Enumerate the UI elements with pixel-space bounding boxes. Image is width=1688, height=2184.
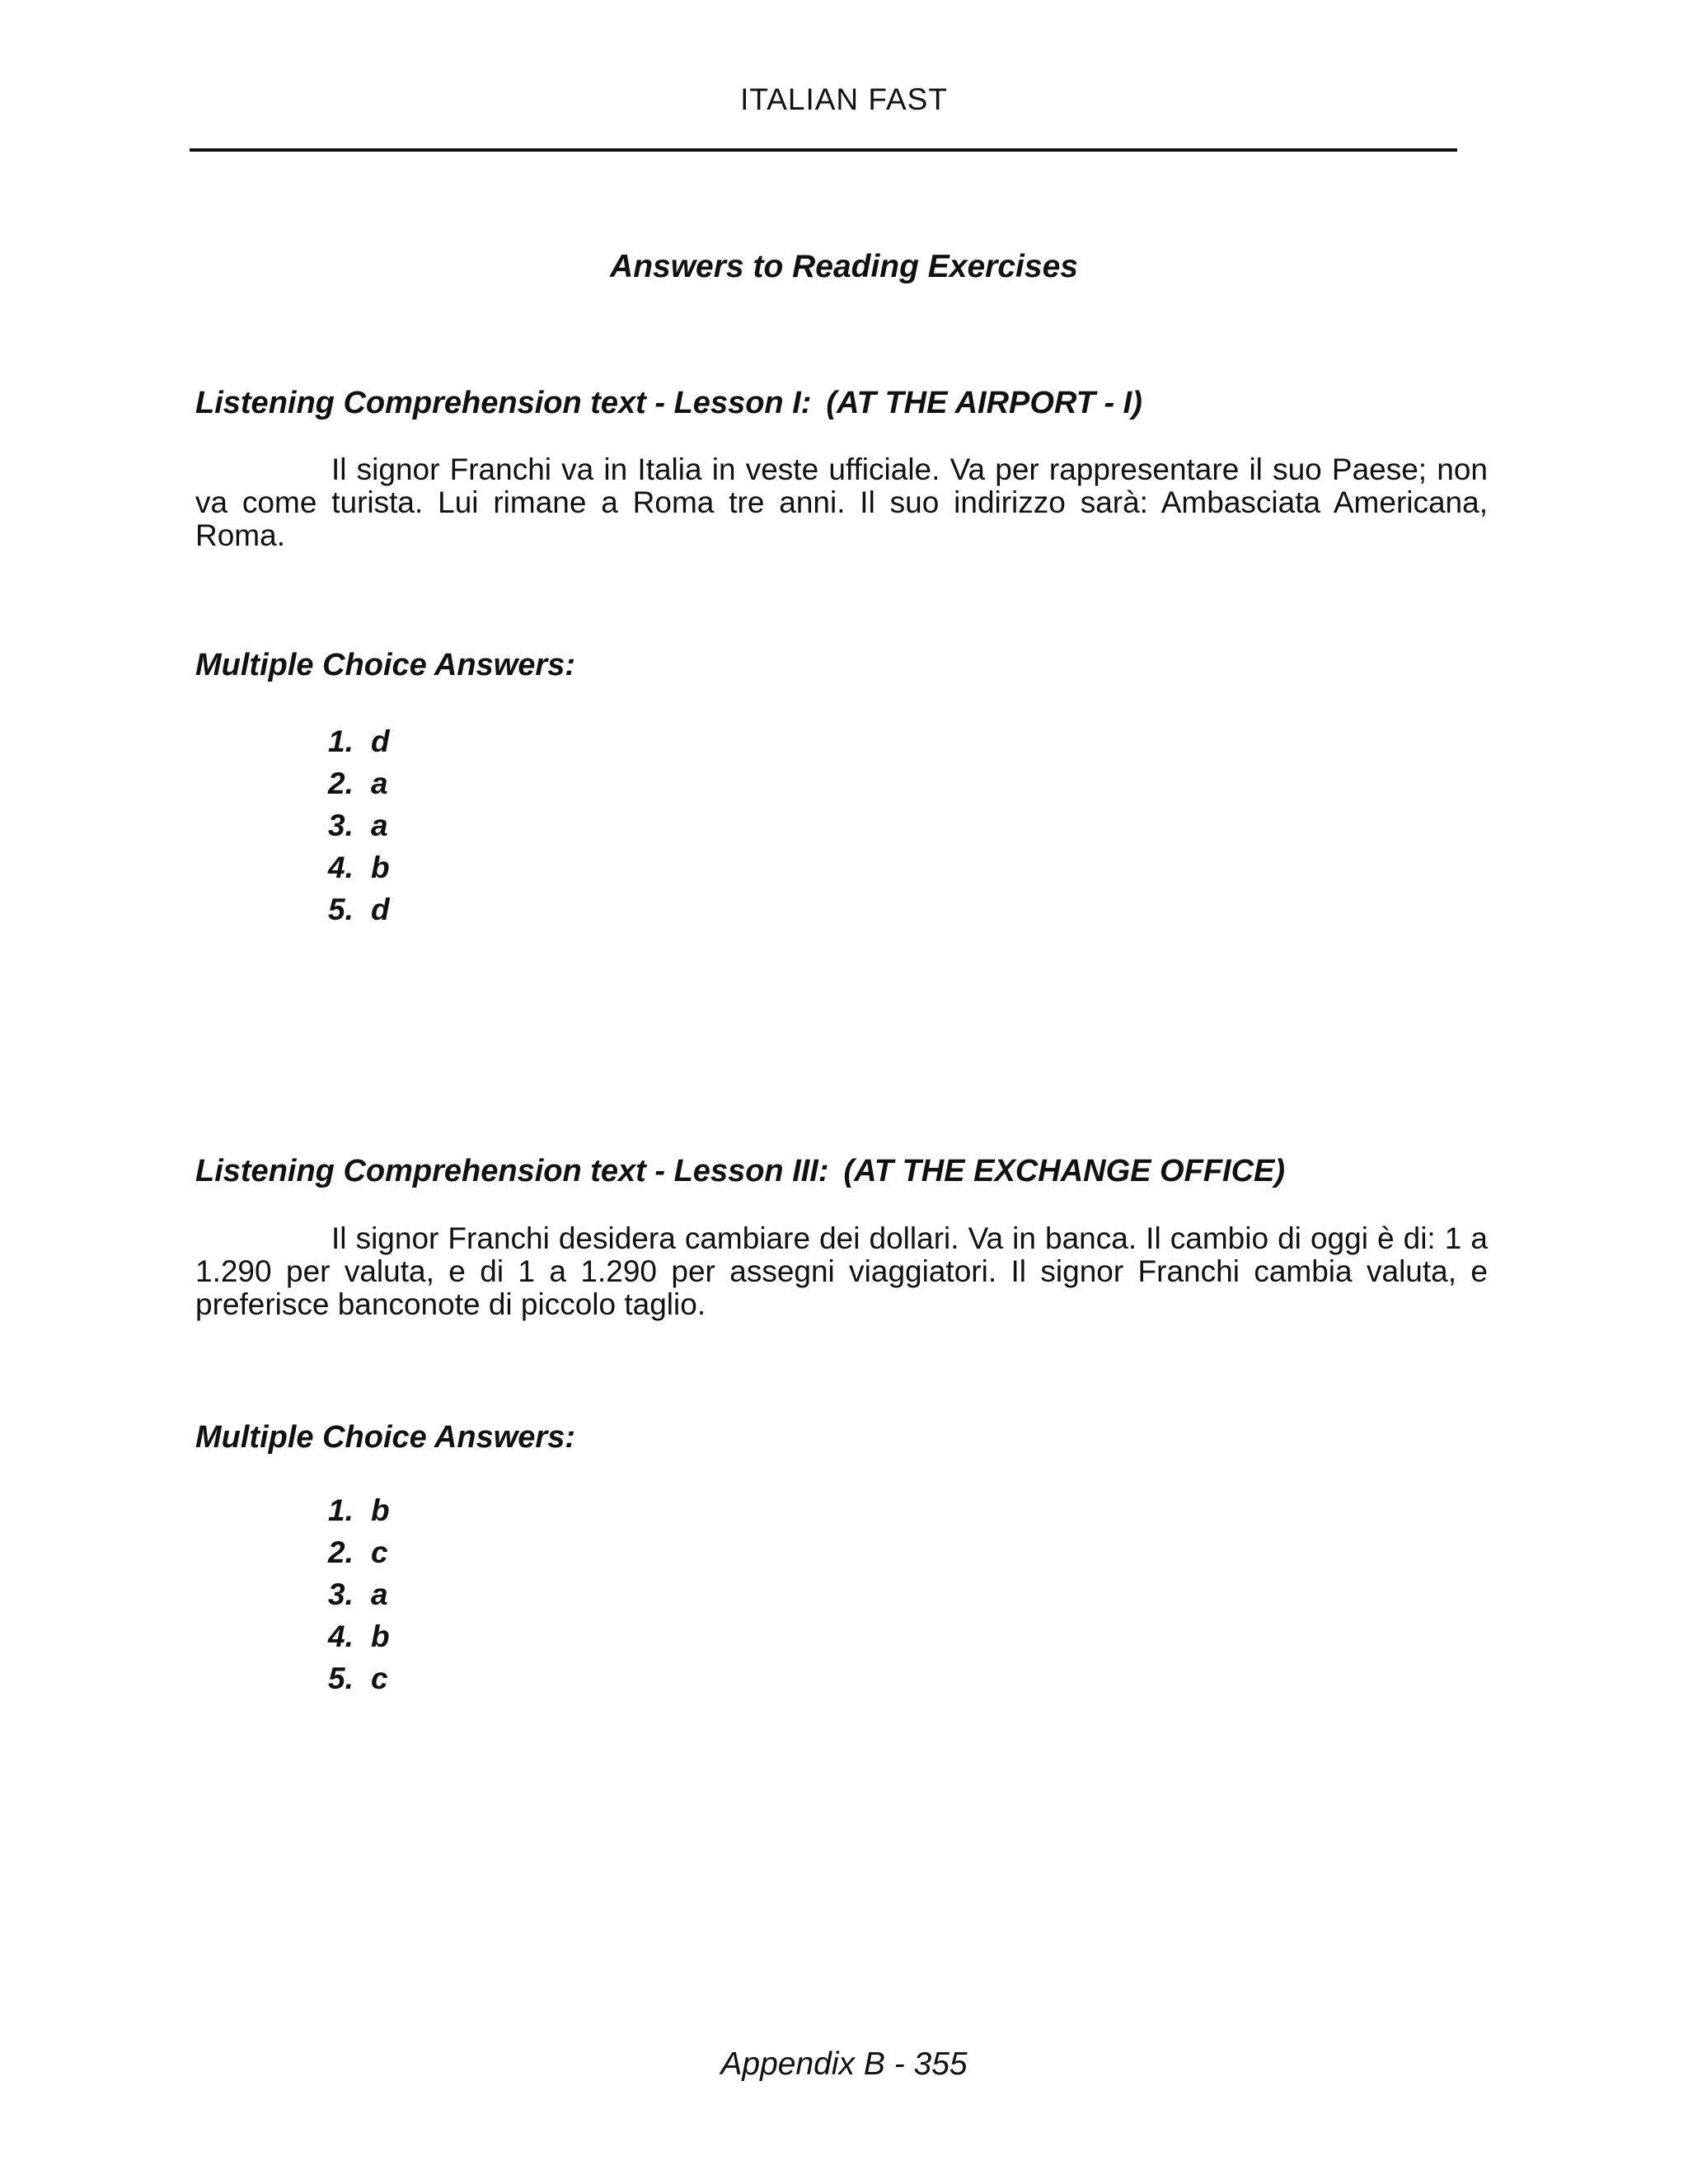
page-footer: Appendix B - 355: [720, 2046, 968, 2082]
answer-number: 2.: [328, 1535, 354, 1569]
answer-letter: b: [371, 1619, 390, 1653]
answer-item: [328, 846, 390, 888]
answer-list-lesson-1: [328, 720, 390, 930]
section-heading-lesson-1: [195, 386, 1142, 421]
section-heading-topic: (AT THE AIRPORT - I): [826, 386, 1142, 420]
answer-item: [328, 888, 390, 930]
answer-item: [328, 1531, 390, 1573]
answer-number: 3.: [328, 808, 354, 842]
answer-list-lesson-3: [328, 1489, 390, 1699]
passage-lesson-1: Il signor Franchi va in Italia in veste ufficiale. Va per rappresentare il suo Paese; non va come turista. Lui rimane a Roma tre anni. Il suo indirizzo sarà: Ambasciata Americana, Roma.: [195, 452, 1488, 552]
answer-number: 5.: [328, 1661, 354, 1695]
section-heading-lesson-3: [195, 1154, 1285, 1189]
answer-number: 1.: [328, 1493, 354, 1527]
multiple-choice-heading-lesson-1: Multiple Choice Answers:: [195, 648, 575, 682]
answer-item: [328, 1489, 390, 1531]
passage-lesson-3: Il signor Franchi desidera cambiare dei dollari. Va in banca. Il cambio di oggi è di: 1 a 1.290 per valuta, e di 1 a 1.290 per assegni viaggiatori. Il signor Franchi cambia valuta, e preferisce banconote di piccolo taglio.: [195, 1221, 1488, 1321]
answer-letter: a: [371, 766, 388, 800]
answer-number: 1.: [328, 724, 354, 758]
answer-item: [328, 1615, 390, 1657]
answer-number: 5.: [328, 893, 354, 926]
answer-letter: a: [371, 808, 388, 842]
answer-item: [328, 762, 390, 804]
answer-letter: d: [371, 724, 390, 758]
answer-letter: b: [371, 1493, 390, 1527]
answer-letter: a: [371, 1577, 388, 1611]
header-rule: [190, 148, 1457, 152]
answer-letter: c: [371, 1535, 388, 1569]
answer-item: [328, 1657, 390, 1699]
section-heading-label: Listening Comprehension text - Lesson III:: [195, 1154, 829, 1188]
answer-number: 2.: [328, 766, 354, 800]
answer-letter: c: [371, 1661, 388, 1695]
answer-letter: d: [371, 893, 390, 926]
answer-number: 3.: [328, 1577, 354, 1611]
answer-item: [328, 804, 390, 846]
section-heading-label: Listening Comprehension text - Lesson I:: [195, 386, 812, 420]
answer-number: 4.: [328, 1619, 354, 1653]
section-heading-topic: (AT THE EXCHANGE OFFICE): [843, 1154, 1286, 1188]
answer-number: 4.: [328, 851, 354, 884]
answer-item: [328, 720, 390, 762]
page-title: Answers to Reading Exercises: [610, 249, 1078, 284]
answer-letter: b: [371, 851, 390, 884]
answer-item: [328, 1573, 390, 1615]
running-header: ITALIAN FAST: [740, 82, 948, 116]
multiple-choice-heading-lesson-3: Multiple Choice Answers:: [195, 1420, 575, 1455]
